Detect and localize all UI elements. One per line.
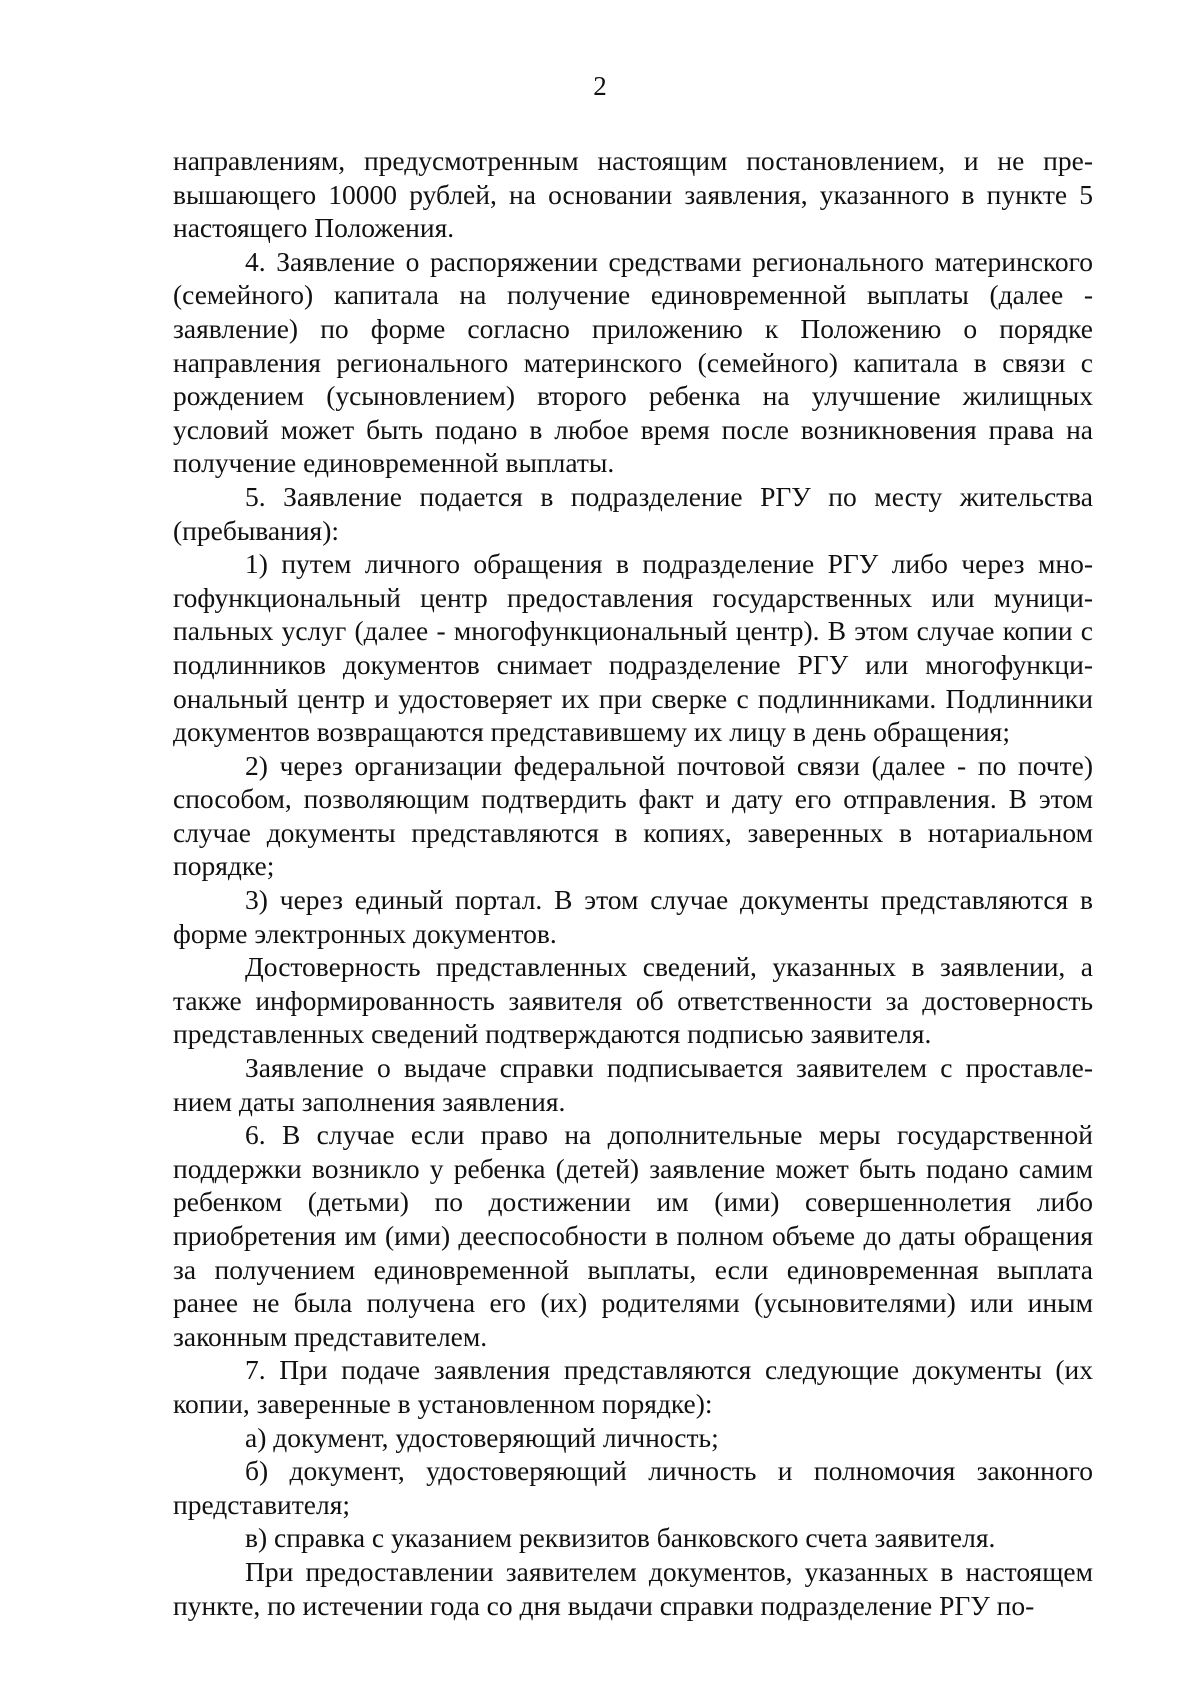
document-body xyxy=(173,144,1093,1622)
paragraph-6: 3) через единый портал. В этом случае документы представляются в форме электронных документов. xyxy=(173,884,1093,949)
paragraph-12: б) документ, удостоверяющий личность и полномочия законного представителя; xyxy=(173,1455,1093,1520)
paragraph-10: 7. При подаче заявления представляются следующие документы (их копии, заверенные в установленном порядке): xyxy=(173,1354,1093,1419)
paragraph-4: 1) путем личного обращения в подразделение РГУ либо через многофункциональный центр предоставления государственных или муниципальных услуг (далее - многофункциональный центр). В этом случае копии с подлинников документов снимает подразделение РГУ или многофункциональный центр и удостоверяет их при сверке с подлинниками. Подлинники документов возвращаются представившему их лицу в день обращения; xyxy=(173,548,1093,748)
paragraph-9: 6. В случае если право на дополнительные меры государственной поддержки возникло у ребенка (детей) заявление может быть подано самим ребенком (детьми) по достижении им (ими) совершеннолетия либо приобретения им (ими) дееспособности в полном объеме до даты обращения за получением единовременной выплаты, если единовременная выплата ранее не была получена его (их) родителями (усыновителями) или иным законным представителем. xyxy=(173,1119,1093,1352)
paragraph-3: 5. Заявление подается в подразделение РГУ по месту жительства (пребывания): xyxy=(173,480,1093,546)
paragraph-2: 4. Заявление о распоряжении средствами регионального материнского (семейного) капитала на получение единовременной выплаты (далее - заявление) по форме согласно приложению к Положению о порядке направления регионального материнского (семейного) капитала в связи с рождением (усыновлением) второго ребенка на улучшение жилищных условий может быть подано в любое время после возникновения права на получение единовременной выплаты. xyxy=(173,245,1093,479)
paragraph-5: 2) через организации федеральной почтовой связи (далее - по почте) способом, позволяющим подтвердить факт и дату его отправления. В этом случае документы представляются в копиях, заверенных в нотариальном порядке; xyxy=(173,749,1093,882)
page-number: 2 xyxy=(593,71,607,101)
paragraph-11: а) документ, удостоверяющий личность; xyxy=(245,1421,719,1453)
paragraph-1: направлениям, предусмотренным настоящим постановлением, и не превышающего 10000 рублей, на основании заявления, указанного в пункте 5 настоящего Положения. xyxy=(173,145,1093,244)
paragraph-8: Заявление о выдаче справки подписывается заявителем с проставлением даты заполнения заявления. xyxy=(173,1052,1093,1117)
paragraph-13: в) справка с указанием реквизитов банковского счета заявителя. xyxy=(245,1522,996,1554)
paragraph-14: При предоставлении заявителем документов, указанных в настоящем пункте, по истечении года со дня выдачи справки подразделение РГУ по- xyxy=(173,1555,1093,1621)
paragraph-7: Достоверность представленных сведений, указанных в заявлении, а также информированность заявителя об ответственности за достоверность представленных сведений подтверждаются подписью заявителя. xyxy=(173,951,1093,1050)
